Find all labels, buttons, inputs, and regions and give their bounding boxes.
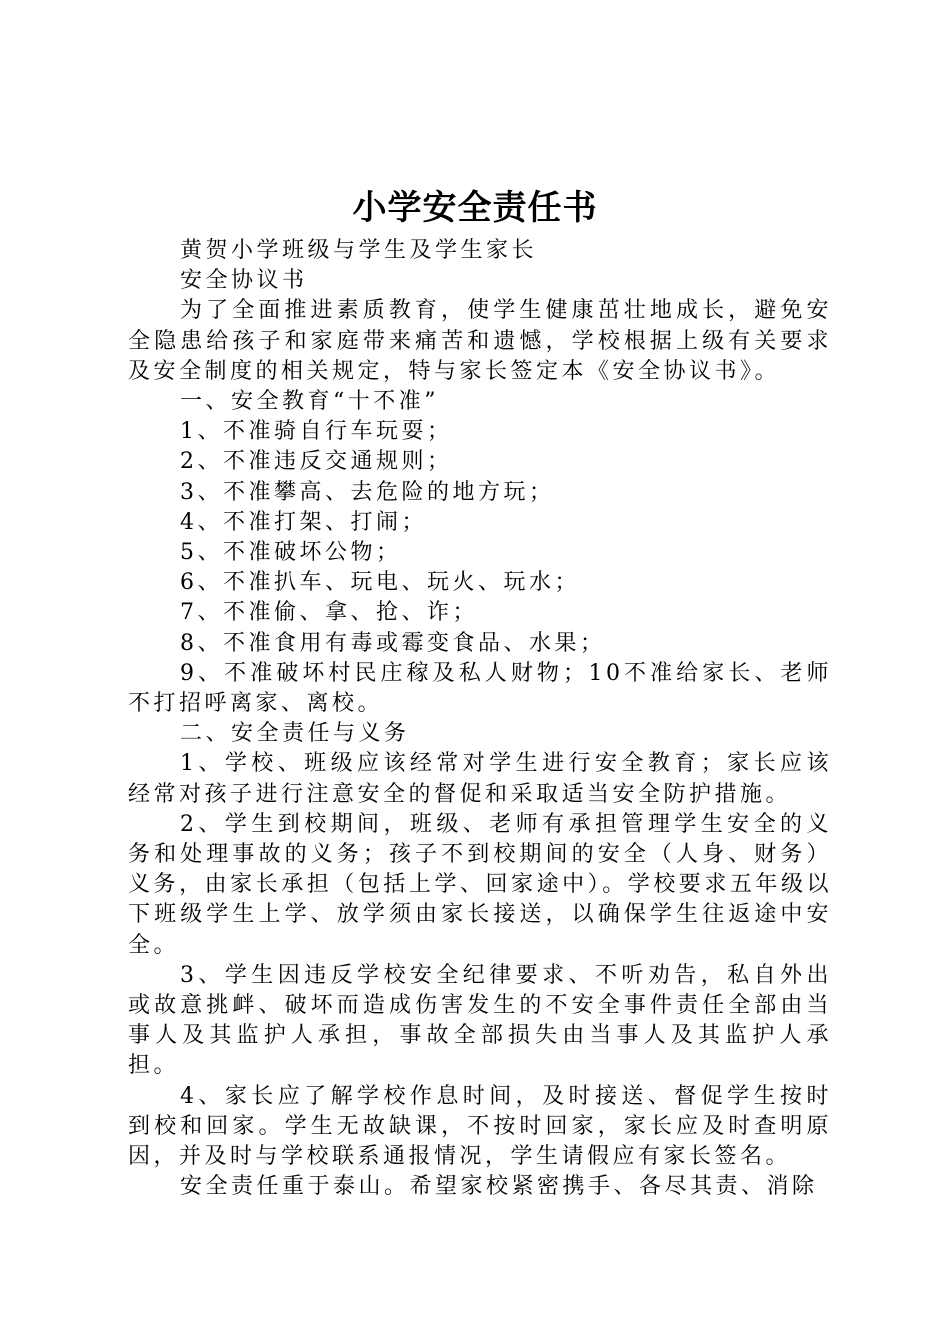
duty-paragraph: 1、学校、班级应该经常对学生进行安全教育；家长应该经常对孩子进行注意安全的督促和采取适当安全防护措施。	[128, 751, 832, 807]
closing-paragraph: 安全责任重于泰山。希望家校紧密携手、各尽其责、消除	[180, 1174, 818, 1200]
document-title: 小学安全责任书	[352, 188, 598, 228]
subtitle-line: 安全协议书	[180, 268, 308, 294]
rule-item: 7、不准偷、拿、抢、诈；	[180, 600, 478, 626]
intro-paragraph: 为了全面推进素质教育，使学生健康茁壮地成长，避免安全隐患给孩子和家庭带来痛苦和遗憾，学校根据上级有关要求及安全制度的相关规定，特与家长签定本《安全协议书》。	[128, 298, 832, 384]
rule-item: 9、不准破坏村民庄稼及私人财物；10不准给家长、老师不打招呼离家、离校。	[128, 660, 832, 717]
document-body	[128, 236, 832, 1203]
rule-item: 3、不准攀高、去危险的地方玩；	[180, 479, 555, 505]
duty-paragraph: 3、学生因违反学校安全纪律要求、不听劝告，私自外出或故意挑衅、破坏而造成伤害发生的不安全事件责任全部由当事人及其监护人承担，事故全部损失由当事人及其监护人承担。	[128, 962, 832, 1079]
duty-paragraph: 4、家长应了解学校作息时间，及时接送、督促学生按时到校和回家。学生无故缺课，不按时回家，家长应及时查明原因，并及时与学校联系通报情况，学生请假应有家长签名。	[128, 1083, 832, 1170]
rule-item: 5、不准破坏公物；	[180, 540, 402, 566]
duty-paragraph: 2、学生到校期间，班级、老师有承担管理学生安全的义务和处理事故的义务；孩子不到校期间的安全（人身、财务）义务，由家长承担（包括上学、回家途中）。学校要求五年级以下班级学生上学、放学须由家长接送，以确保学生往返途中安全。	[128, 811, 832, 958]
rule-item: 1、不准骑自行车玩耍；	[180, 419, 453, 445]
section-heading: 一、安全教育“十不准”	[180, 389, 439, 415]
section-heading: 二、安全责任与义务	[180, 721, 410, 747]
subtitle-line: 黄贺小学班级与学生及学生家长	[180, 238, 538, 263]
rule-item: 8、不准食用有毒或霉变食品、水果；	[180, 630, 606, 656]
rule-item: 2、不准违反交通规则；	[180, 449, 453, 475]
rule-item: 4、不准打架、打闹；	[180, 509, 427, 535]
rule-item: 6、不准扒车、玩电、玩火、玩水；	[180, 570, 580, 596]
